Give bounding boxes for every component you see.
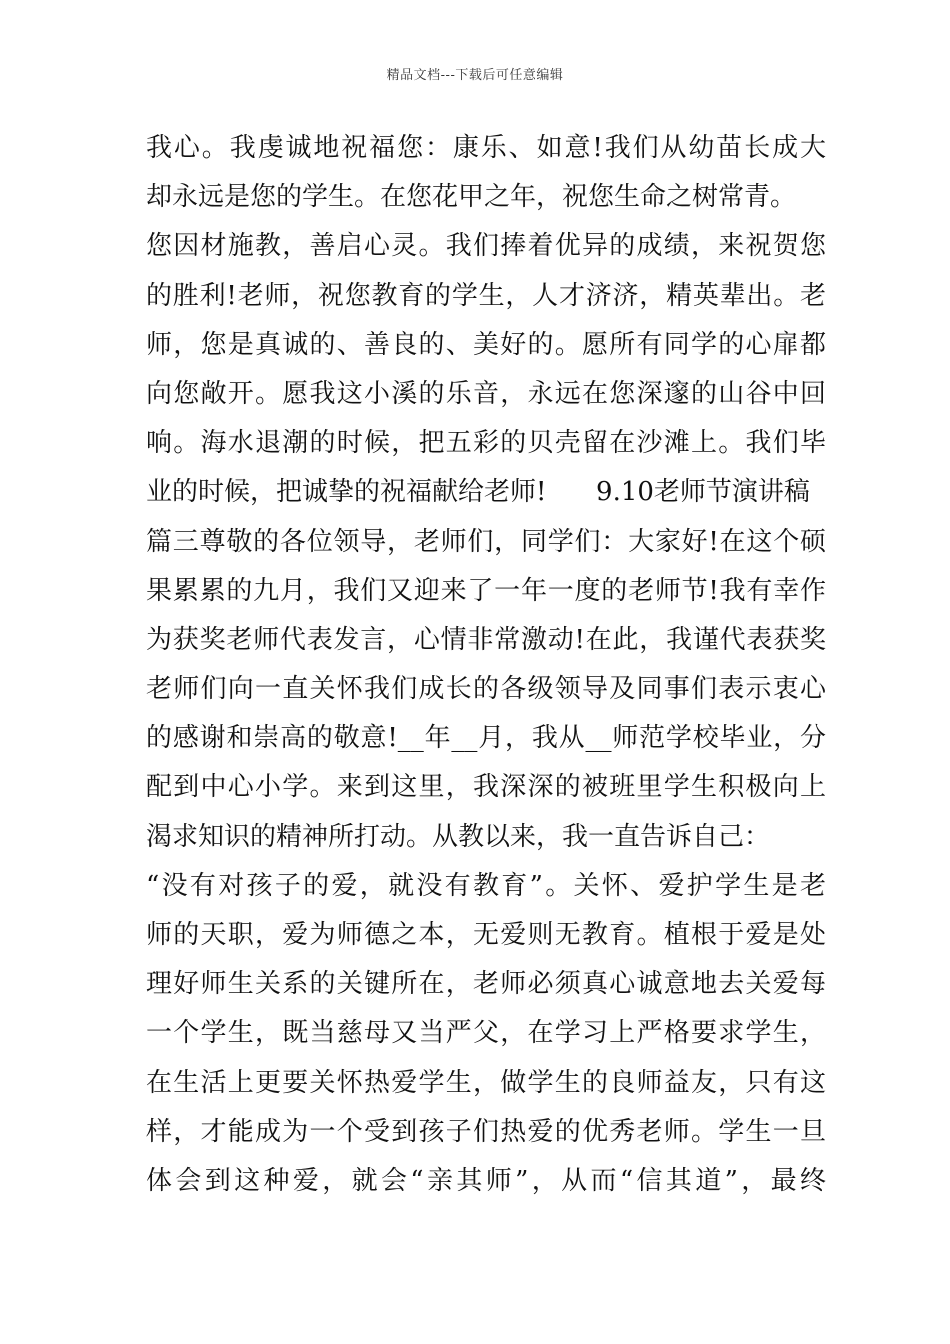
text-line: 却永远是您的学生。在您花甲之年，祝您生命之树常青。 — [146, 182, 797, 213]
text-line: 我心。我虔诚地祝福您：康乐、如意!我们从幼苗长成大 — [146, 133, 826, 163]
text-line: 果累累的九月，我们又迎来了一年一度的老师节!我有幸作 — [146, 575, 826, 606]
text-line: 为获奖老师代表发言，心情非常激动!在此，我谨代表获奖 — [146, 624, 826, 655]
text-line: 样，才能成为一个受到孩子们热爱的优秀老师。学生一旦 — [146, 1116, 826, 1147]
text-line: 篇三尊敬的各位领导，老师们，同学们：大家好!在这个硕 — [146, 526, 826, 557]
text-line: 业的时候，把诚挚的祝福献给老师! 9.10老师节演讲稿 — [146, 477, 810, 508]
text-line: 理好师生关系的关键所在，老师必须真心诚意地去关爱每 — [146, 969, 826, 1000]
text-line: 响。海水退潮的时候，把五彩的贝壳留在沙滩上。我们毕 — [146, 428, 826, 459]
text-line: 的感谢和崇高的敬意!__年__月，我从__师范学校毕业，分 — [146, 723, 826, 754]
text-line: 配到中心小学。来到这里，我深深的被班里学生积极向上 — [146, 772, 826, 803]
text-line: 向您敞开。愿我这小溪的乐音，永远在您深邃的山谷中回 — [146, 378, 826, 409]
body-text — [146, 124, 826, 1206]
text-line: 渴求知识的精神所打动。从教以来，我一直告诉自己： — [146, 821, 771, 852]
text-line: 老师们向一直关怀我们成长的各级领导及同事们表示衷心 — [146, 674, 826, 705]
text-line: 在生活上更要关怀热爱学生，做学生的良师益友，只有这 — [146, 1067, 826, 1098]
page-header: 精品文档---下载后可任意编辑 — [386, 68, 564, 83]
text-line: 一个学生，既当慈母又当严父，在学习上严格要求学生， — [146, 1018, 826, 1049]
text-line: 的胜利!老师，祝您教育的学生，人才济济，精英辈出。老 — [146, 280, 826, 311]
text-line: 您因材施教，善启心灵。我们捧着优异的成绩，来祝贺您 — [146, 231, 826, 262]
text-line: “没有对孩子的爱，就没有教育”。关怀、爱护学生是老 — [146, 870, 826, 901]
text-line: 师，您是真诚的、善良的、美好的。愿所有同学的心扉都 — [146, 329, 826, 360]
text-line: 体会到这种爱，就会“亲其师”，从而“信其道”，最终 — [146, 1165, 826, 1196]
text-line: 师的天职，爱为师德之本，无爱则无教育。植根于爱是处 — [146, 920, 826, 950]
